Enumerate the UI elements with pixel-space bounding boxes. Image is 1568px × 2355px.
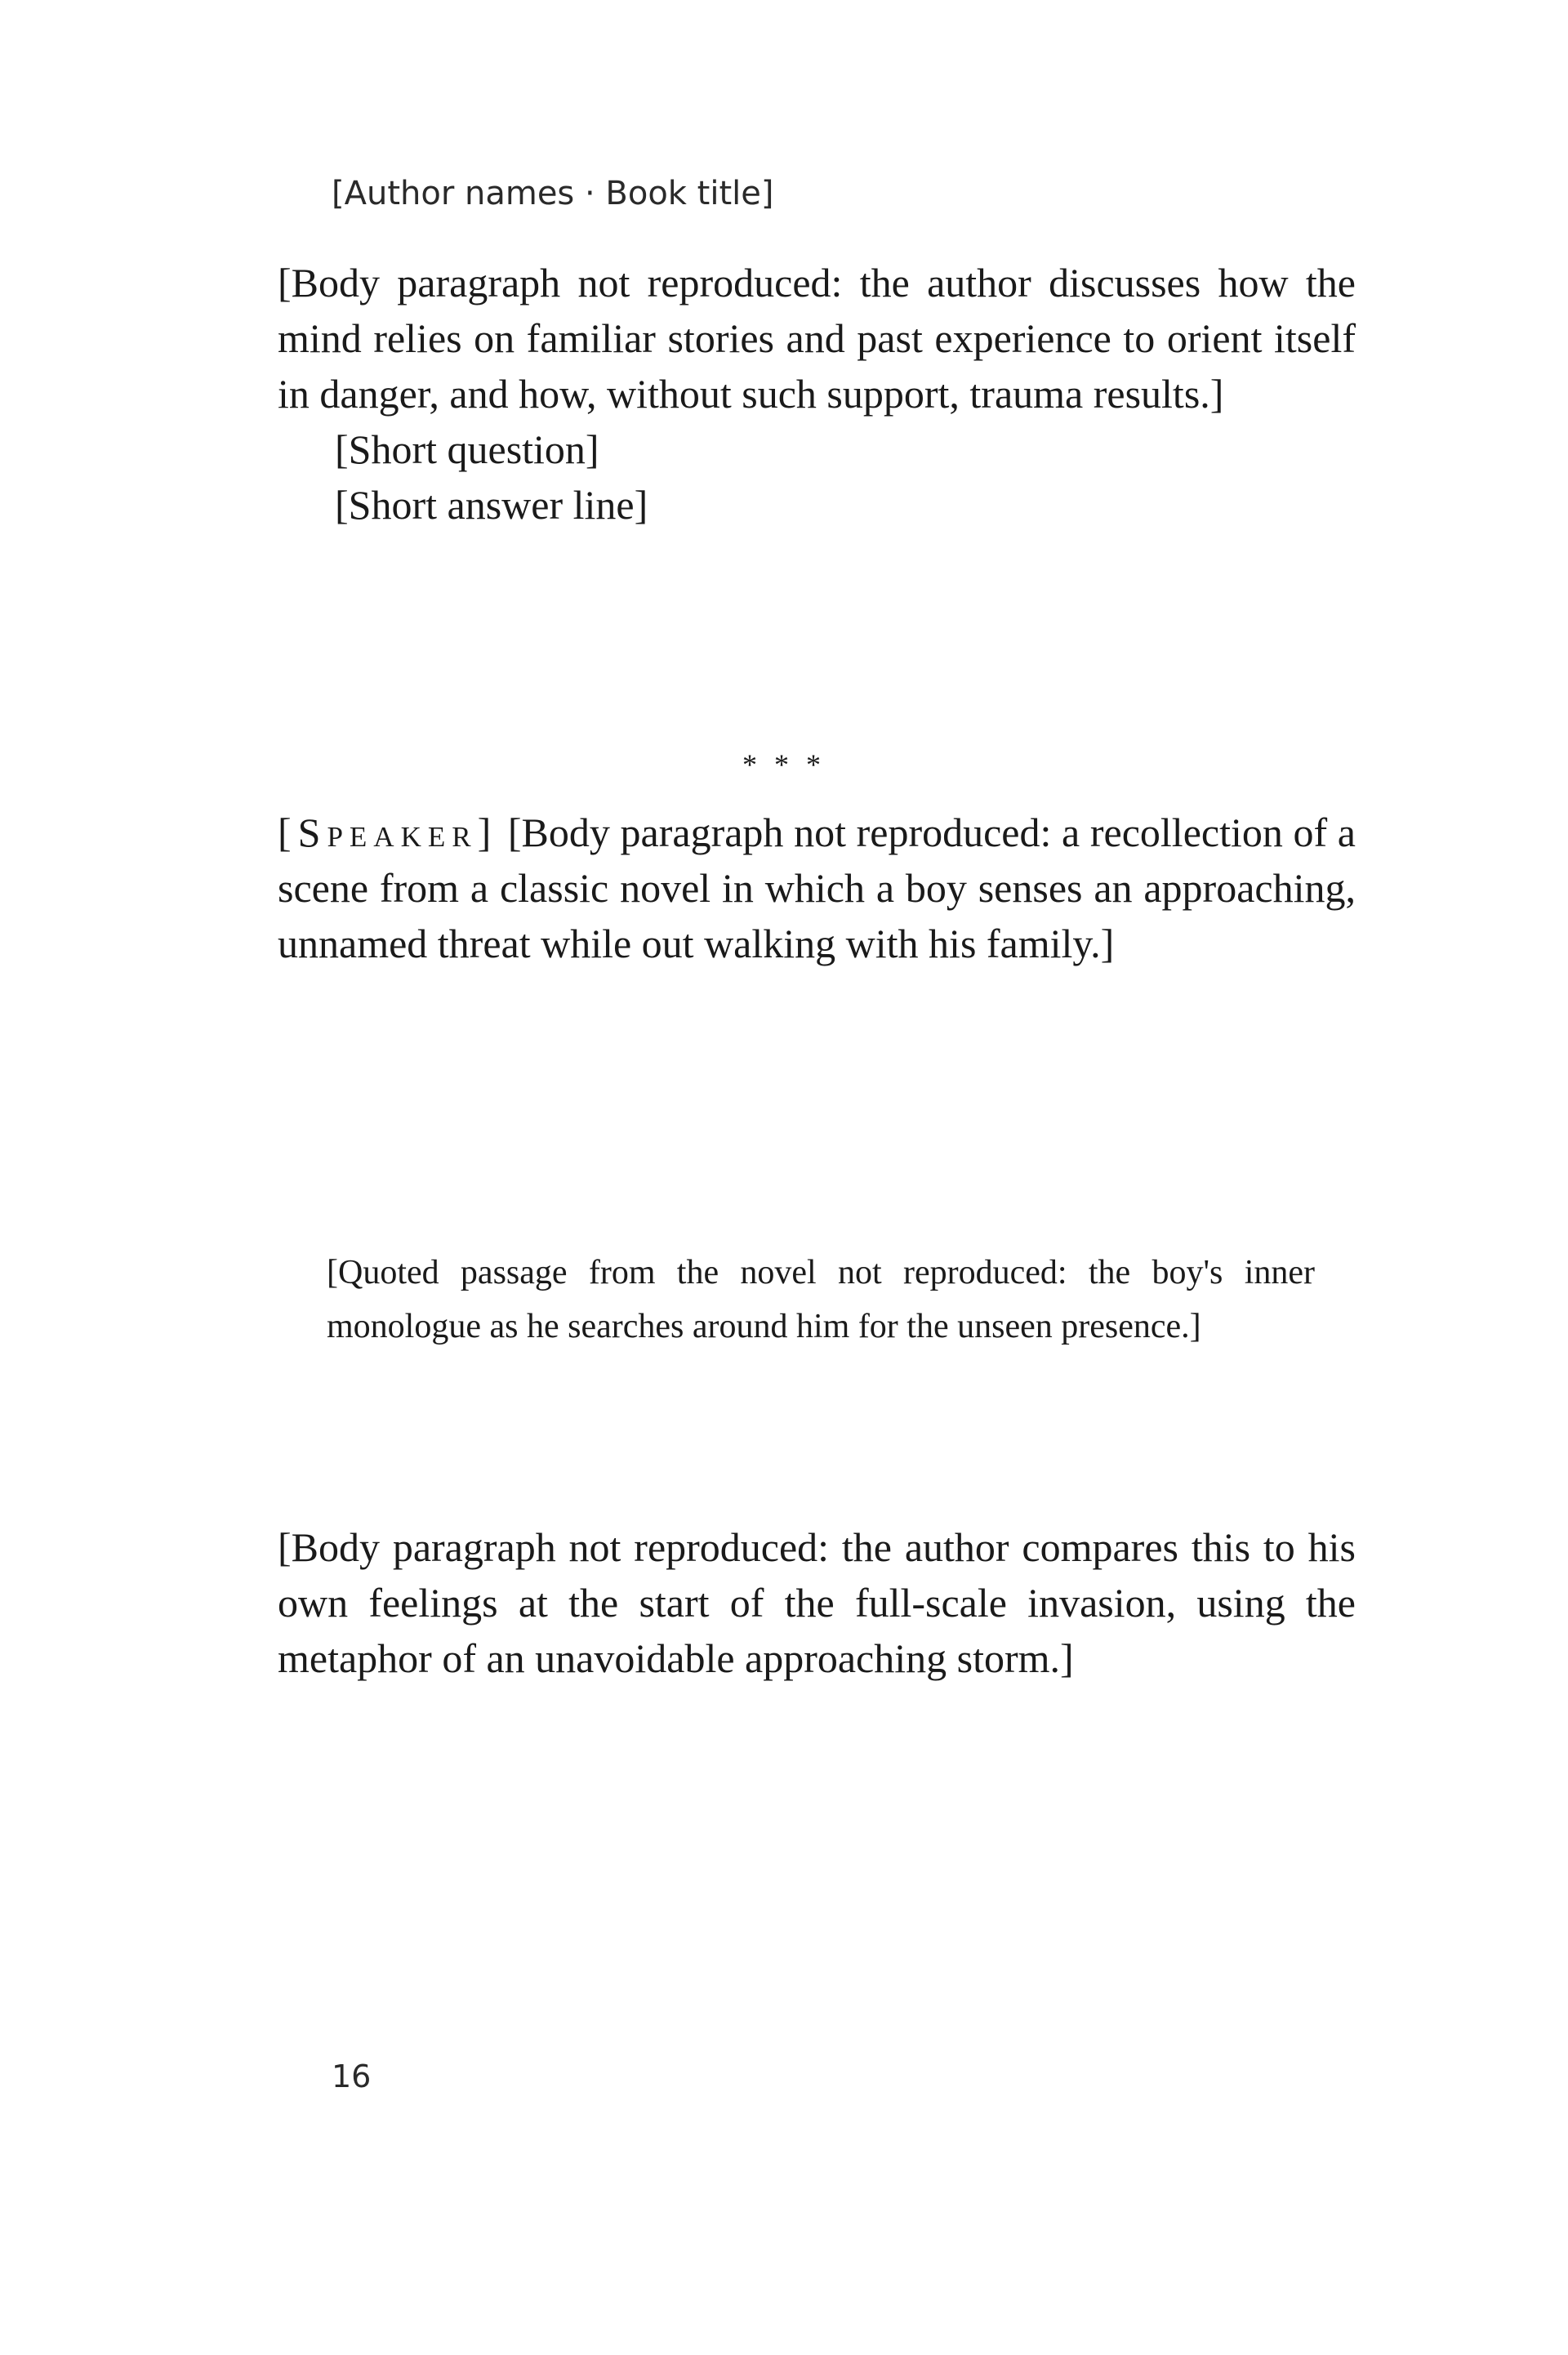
block-quote: [Quoted passage from the novel not reproduced: the boy's inner monologue as he searches around him for the unseen presence.] bbox=[327, 1254, 1315, 1345]
page-number: 16 bbox=[332, 2058, 372, 2094]
line-2: [Short question] bbox=[335, 426, 599, 472]
paragraph-4-text: [Body paragraph not reproduced: a recollection of a scene from a classic novel in which a boy senses an approaching, unnamed threat while out walking with his family.] bbox=[278, 810, 1356, 966]
paragraph-1: [Body paragraph not reproduced: the author discusses how the mind relies on familiar stories and past experience to orient itself in danger, and how, without such support, trauma results.] bbox=[278, 260, 1356, 417]
running-head: [Author names · Book title] bbox=[332, 175, 774, 212]
section-separator: * * * bbox=[742, 748, 826, 781]
speaker-name: [Speaker] bbox=[278, 810, 498, 855]
section-2 bbox=[278, 805, 1356, 971]
line-3: [Short answer line] bbox=[335, 482, 648, 528]
section-3 bbox=[278, 1519, 1356, 1686]
paragraph-4 bbox=[278, 805, 1356, 971]
section-1 bbox=[278, 255, 1356, 533]
paragraph-5: [Body paragraph not reproduced: the author compares this to his own feelings at the start of the full-scale invasion, using the metaphor of an unavoidable approaching storm.] bbox=[278, 1524, 1356, 1681]
